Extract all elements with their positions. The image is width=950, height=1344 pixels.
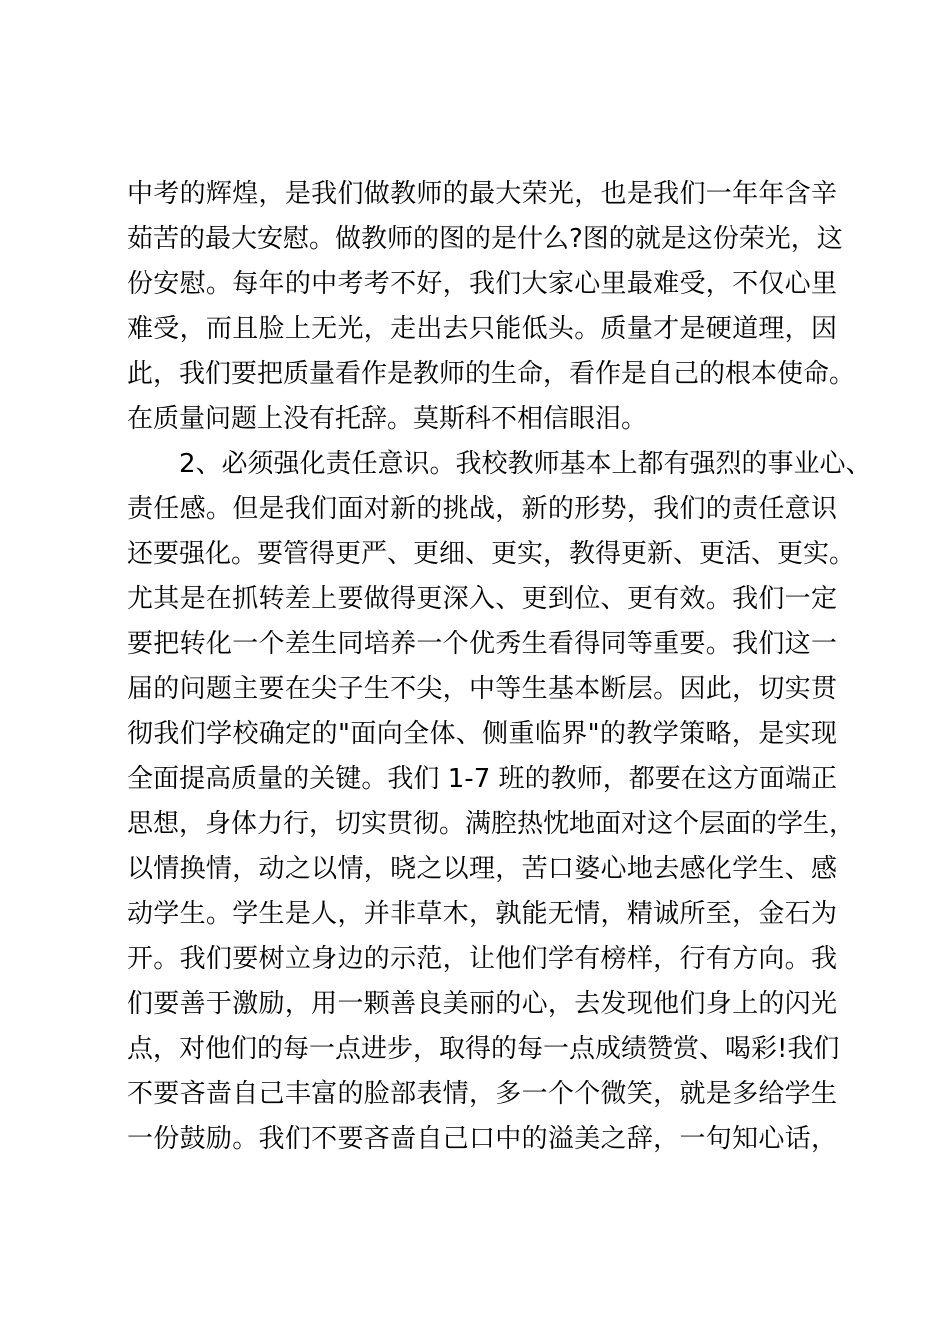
text-line: 责任感。但是我们面对新的挑战，新的形势，我们的责任意识 <box>127 494 837 524</box>
text-line: 份安慰。每年的中考考不好，我们大家心里最难受，不仅心里 <box>127 269 837 299</box>
text-line: 思想，身体力行，切实贯彻。满腔热忱地面对这个层面的学生， <box>127 809 856 839</box>
paragraph-2 <box>127 442 872 1162</box>
text-line: 全面提高质量的关键。我们 1-7 班的教师，都要在这方面端正 <box>127 764 837 794</box>
text-line: 以情换情，动之以情，晓之以理，苦口婆心地去感化学生、感 <box>127 854 837 884</box>
text-line: 开。我们要树立身边的示范，让他们学有榜样，行有方向。我 <box>127 944 837 974</box>
text-line: 们要善于激励，用一颗善良美丽的心，去发现他们身上的闪光 <box>127 989 837 1019</box>
text-line: 尤其是在抓转差上要做得更深入、更到位、更有效。我们一定 <box>127 584 837 614</box>
text-line: 一份鼓励。我们不要吝啬自己口中的溢美之辞，一句知心话， <box>127 1124 837 1154</box>
document-body <box>127 172 872 1162</box>
text-line: 还要强化。要管得更严、更细、更实，教得更新、更活、更实。 <box>127 539 856 569</box>
text-line: 在质量问题上没有托辞。莫斯科不相信眼泪。 <box>127 404 648 434</box>
text-line: 茹苦的最大安慰。做教师的图的是什么?图的就是这份荣光，这 <box>127 224 843 254</box>
text-line: 彻我们学校确定的"面向全体、侧重临界"的教学策略，是实现 <box>127 719 837 749</box>
text-line: 2、必须强化责任意识。我校教师基本上都有强烈的事业心、 <box>179 449 872 479</box>
text-line: 中考的辉煌，是我们做教师的最大荣光，也是我们一年年含辛 <box>127 179 837 209</box>
text-line: 届的问题主要在尖子生不尖，中等生基本断层。因此，切实贯 <box>127 674 837 704</box>
text-line: 此，我们要把质量看作是教师的生命，看作是自己的根本使命。 <box>127 359 856 389</box>
text-line: 要把转化一个差生同培养一个优秀生看得同等重要。我们这一 <box>127 629 837 659</box>
text-line: 点，对他们的每一点进步，取得的每一点成绩赞赏、喝彩!我们 <box>127 1034 840 1064</box>
text-line: 难受，而且脸上无光，走出去只能低头。质量才是硬道理，因 <box>127 314 837 344</box>
text-line: 不要吝啬自己丰富的脸部表情，多一个个微笑，就是多给学生 <box>127 1079 837 1109</box>
paragraph-1 <box>127 172 856 442</box>
text-line: 动学生。学生是人，并非草木，孰能无情，精诚所至，金石为 <box>127 899 837 929</box>
